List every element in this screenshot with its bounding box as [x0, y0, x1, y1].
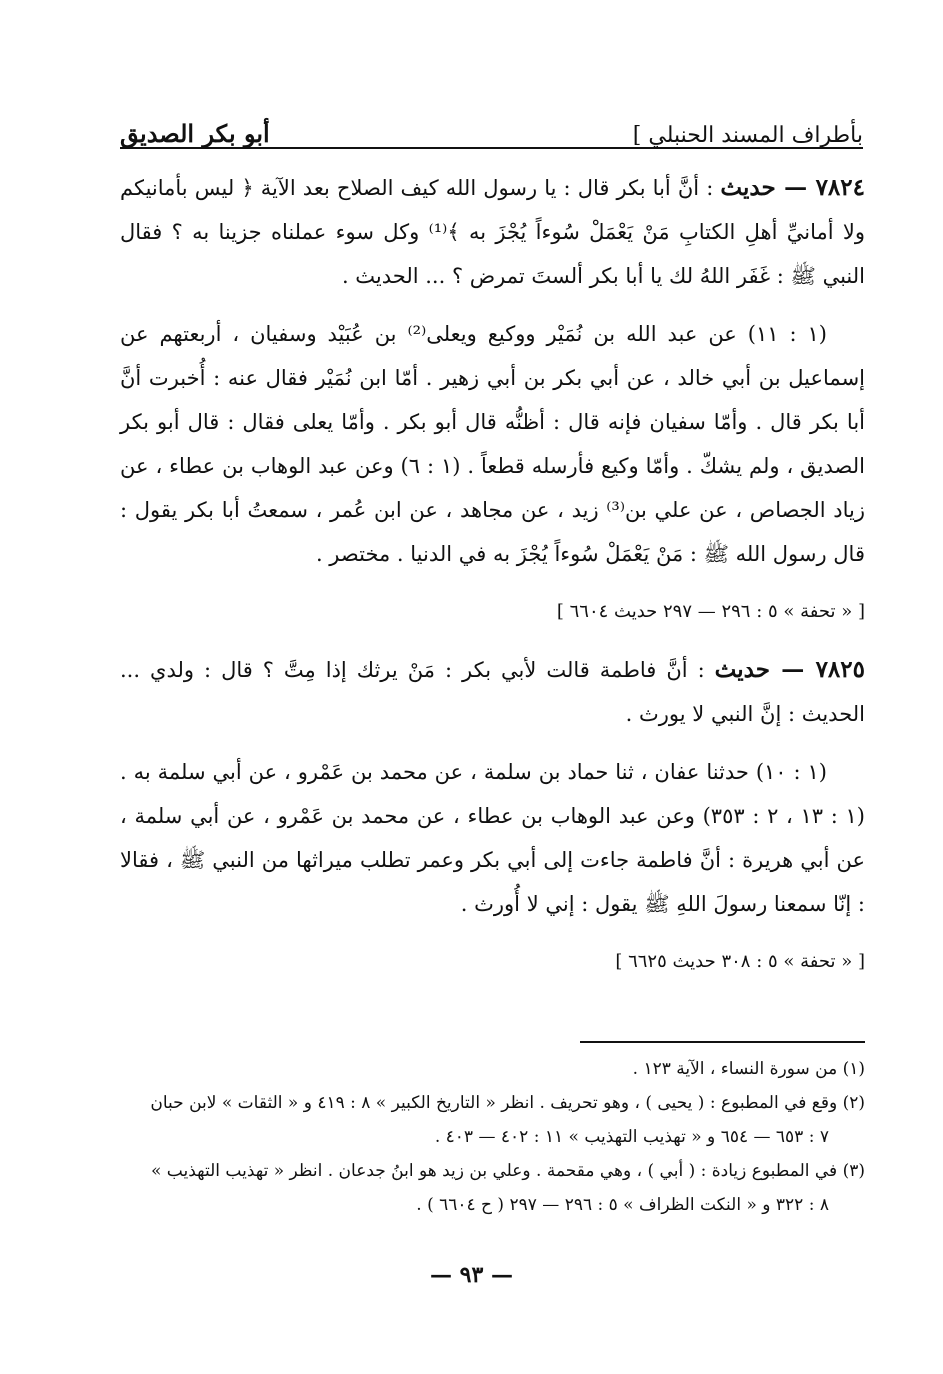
footnote-line: (٣) في المطبوع زيادة : ( أبي ) ، وهي مقحمة . وعلي بن زيد هو ابنُ جدعان . انظر « تهذيب التهذيب »: [151, 1161, 865, 1181]
footnote: [120, 1154, 865, 1222]
footnote-line: (٢) وقع في المطبوع : ( يحيى ) ، وهو تحريف . انظر « التاريخ الكبير » ٨ : ٤١٩ و « الثقات » لابن حبان: [150, 1093, 865, 1113]
hadith-number: ٧٨٢٥: [815, 656, 865, 683]
hadith-sanad: (١ : ١١) عن عبد الله بن نُمَيْر ووكيع ويعلى⁽²⁾ بن عُبَيْد وسفيان ، أربعتهم عن إسماعيل بن أبي خالد ، عن أبي بكر بن أبي زهير . أمّا ابن نُمَيْر فقال عنه : أُخبرت أنَّ أبا بكر قال . وأمّا سفيان فإنه قال : أظنُّه قال أبو بكر . وأمّا يعلى فقال : قال أبو بكر الصديق ، ولم يشكّ . وأمّا وكيع فأرسله قطعاً . (١ : ٦) وعن عبد الوهاب بن عطاء ، عن زياد الجصاص ، عن علي بن⁽³⁾ زيد ، عن مجاهد ، عن ابن عُمر ، سمعتُ أبا بكر يقول : قال رسول الله ﷺ : مَنْ يَعْمَلْ سُوءاً يُجْزَ به في الدنيا . مختصر .: [120, 322, 865, 566]
footnote-divider: [580, 1041, 865, 1043]
footnote: [120, 1086, 865, 1154]
footnote: [120, 1052, 865, 1086]
hadith-entry-7825: ٧٨٢٥ — حديث : أنَّ فاطمة قالت لأبي بكر : مَنْ يرثك إذا مِتَّ ؟ قال : ولدي ... الحديث : إنَّ النبي لا يورث .: [120, 656, 865, 726]
footnote-line: ٧ : ٦٥٣ — ٦٥٤ و « تهذيب التهذيب » ١١ : ٤٠٢ — ٤٠٣ .: [434, 1127, 829, 1147]
tuhfa-reference: [ « تحفة » ٥ : ٢٩٦ — ٢٩٧ حديث ٦٦٠٤ ]: [556, 601, 865, 622]
hadith-number: ٧٨٢٤: [815, 174, 865, 201]
hadith-entry-7824: ٧٨٢٤ — حديث : أنَّ أبا بكر قال : يا رسول الله كيف الصلاح بعد الآية ﴿ ليس بأمانيكم ولا أمانيِّ أهلِ الكتابِ مَنْ يَعْمَلْ سُوءاً يُجْزَ به ﴾⁽¹⁾ وكل سوء عملناه جزينا به ؟ فقال النبي ﷺ : غَفَر اللهُ لك يا أبا بكر ألستَ تمرض ؟ ... الحديث .: [120, 174, 865, 288]
hadith-text: : أنَّ أبا بكر قال : يا رسول الله كيف الصلاح بعد الآية ﴿ ليس بأمانيكم ولا أمانيِّ أهلِ الكتابِ مَنْ يَعْمَلْ سُوءاً يُجْزَ به ﴾⁽¹⁾ وكل سوء عملناه جزينا به ؟ فقال النبي ﷺ : غَفَر اللهُ لك يا أبا بكر ألستَ تمرض ؟ ... الحديث .: [120, 176, 865, 288]
header-divider: [120, 147, 863, 149]
hadith-label: حديث: [714, 656, 770, 683]
hadith-sanad: (١ : ١٠) حدثنا عفان ، ثنا حماد بن سلمة ، عن محمد بن عَمْرو ، عن أبي سلمة به . (١ : ١٣ ، ٢ : ٣٥٣) وعن عبد الوهاب بن عطاء ، عن محمد بن عَمْرو ، عن أبي سلمة ، عن أبي هريرة : أنَّ فاطمة جاءت إلى أبي بكر وعمر تطلب ميراثها من النبي ﷺ ، فقالا : إنّا سمعنا رسولَ اللهِ ﷺ يقول : إني لا أُورث .: [120, 760, 865, 916]
hadith-label: حديث: [720, 174, 776, 201]
page-number: — ٩٣ —: [430, 1262, 513, 1288]
footnotes: [120, 1052, 865, 1222]
running-header: [120, 108, 863, 148]
header-section-title: أبو بكر الصديق: [120, 119, 270, 148]
header-book-title: بأطراف المسند الحنبلي ]: [632, 123, 863, 148]
tuhfa-reference: [ « تحفة » ٥ : ٣٠٨ حديث ٦٦٢٥ ]: [615, 951, 865, 972]
footnote-line: (١) من سورة النساء ، الآية ١٢٣ .: [632, 1059, 865, 1079]
main-text: [120, 166, 865, 998]
footnote-line: ٨ : ٣٢٢ و « النكت الظراف » ٥ : ٢٩٦ — ٢٩٧ ( ح ٦٦٠٤ ) .: [416, 1195, 829, 1215]
hadith-text: : أنَّ فاطمة قالت لأبي بكر : مَنْ يرثك إذا مِتَّ ؟ قال : ولدي ... الحديث : إنَّ النبي لا يورث .: [120, 658, 865, 726]
